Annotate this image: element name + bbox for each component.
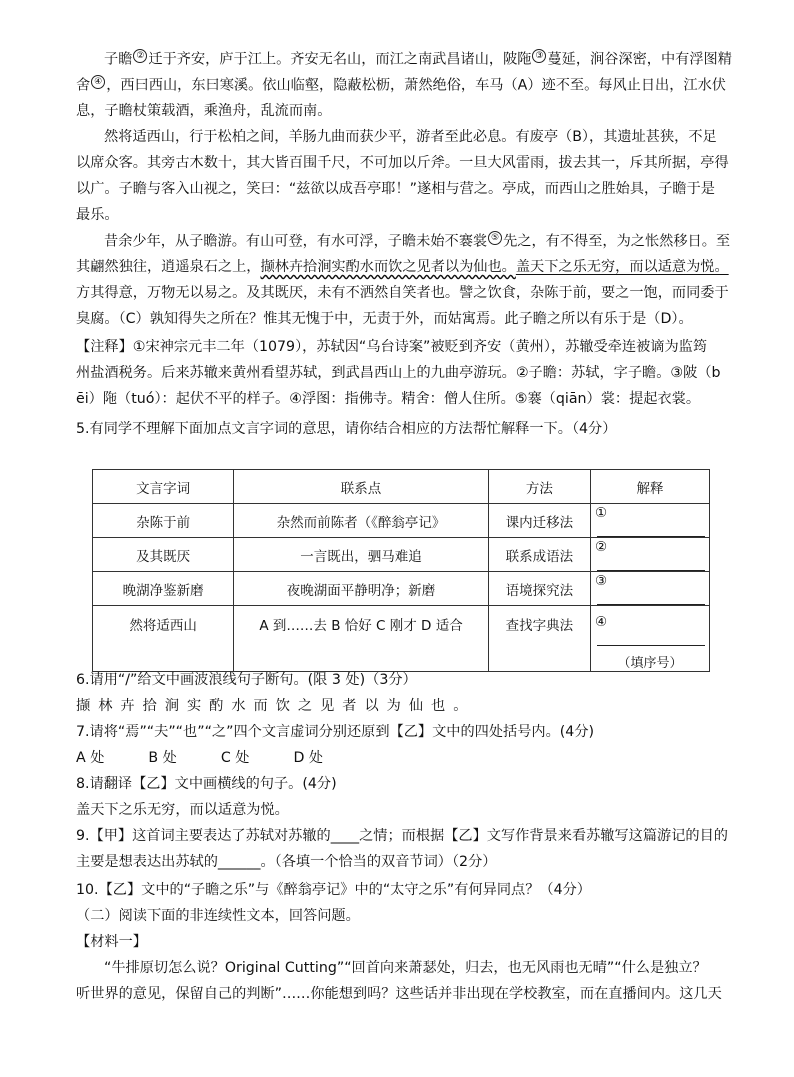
fill-hint: （填序号）	[617, 656, 683, 671]
answer-cell[interactable]: ③	[591, 572, 710, 606]
answer-cell[interactable]: ①	[591, 504, 710, 538]
footnote-marker: ③	[532, 49, 546, 63]
passage-line: 息，子瞻杖策载酒，乘渔舟，乱流而南。	[76, 103, 332, 119]
section-heading: （二）阅读下面的非连续性文本，回答问题。	[76, 908, 360, 924]
link-cell: 杂然而前陈者（《醉翁亭记》	[234, 504, 488, 538]
method-cell: 查找字典法	[488, 606, 590, 672]
passage-line: 昔余少年，从子瞻游。有山可登，有水可浮，子瞻未始不褰裳 ⑤ 先之，有不得至，为之怅然移日。至	[104, 233, 731, 250]
option-c: C 处	[220, 750, 250, 766]
material-line: “牛排原切怎么说？Original Cutting”“回首向来萧瑟处，归去，也无风雨也无晴”“什么是独立？	[104, 960, 707, 976]
passage-line: 臭腐。（C）孰知得失之所在？惟其无愧于中，无责于外，而姑寓焉。此子瞻之所以有乐于是（D）。	[76, 311, 693, 327]
annotation-line: 州盐酒税务。后来苏辙来黄州看望苏轼，到武昌西山上的九曲亭游玩。②子瞻：苏轼，字子瞻。③陂（b	[76, 365, 721, 381]
option-d: D 处	[293, 750, 324, 766]
passage-line: 舍 ④ ，西曰西山，东曰寒溪。依山临壑，隐蔽松枥，萧然绝俗，车马（A）迹不至。每风止日出，江水伏	[76, 77, 726, 94]
wavy-underlined-sentence: 撷林卉拾涧实酌水而饮之见者以为仙也。	[260, 259, 516, 275]
question-9-line: 主要是想表达出苏轼的______。（各填一个恰当的双音节词）（2分）	[76, 854, 497, 870]
link-cell: A 到……去 B 恰好 C 刚才 D 适合	[234, 606, 488, 672]
answer-blank[interactable]	[597, 556, 705, 571]
annotation-line: ēi）陁（tuó）：起伏不平的样子。④浮图：指佛寺。精舍：僧人住所。⑤褰（qiān）裳：提起衣裳。	[76, 391, 701, 407]
link-cell: 一言既出，驷马难追	[234, 538, 488, 572]
method-cell: 语境探究法	[488, 572, 590, 606]
answer-blank[interactable]	[597, 631, 705, 646]
passage-line: 子瞻 ② 迁于齐安，庐于江上。齐安无名山，而江之南武昌诸山，陂陁 ③ 蔓延，涧谷深密，中有浮图精	[104, 51, 732, 68]
passage-line: 以席众客。其旁古木数十，其大皆百围千尺，不可加以斤斧。一旦大风雷雨，拔去其一，斥其所据，亭得	[76, 155, 729, 171]
question-7-options	[76, 748, 720, 768]
question-5-table	[92, 469, 710, 672]
passage-line: 以广。子瞻与客入山视之，笑曰：“兹欲以成吾亭耶！”遂相与营之。亭成，而西山之胜始具，子瞻于是	[76, 181, 715, 197]
question-8-sentence: 盖天下之乐无穷，而以适意为悦。	[76, 802, 289, 818]
word-cell: 然将适西山	[93, 606, 234, 672]
question-10-prompt: 10.【乙】文中的“子瞻之乐”与《醉翁亭记》中的“太守之乐”有何异同点？（4分）	[76, 882, 591, 898]
answer-cell[interactable]: ④ （填序号）	[591, 606, 710, 672]
word-cell: 及其既厌	[93, 538, 234, 572]
question-8-prompt: 8.请翻译【乙】文中画横线的句子。(4分)	[76, 776, 337, 792]
option-b: B 处	[148, 750, 177, 766]
word-cell: 杂陈于前	[93, 504, 234, 538]
material-line: 听世界的意见，保留自己的判断”……你能想到吗？这些话并非出现在学校教室，而在直播间内。这几天	[76, 986, 722, 1002]
question-6-prompt: 6.请用“/”给文中画波浪线句子断句。(限 3 处)（3分）	[76, 672, 417, 688]
passage-line: 然将适西山，行于松柏之间，羊肠九曲而获少平，游者至此必息。有废亭（B），其遗址甚狭，不足	[104, 129, 717, 145]
footnote-marker: ④	[91, 75, 105, 89]
footnote-marker: ②	[133, 49, 147, 63]
question-7-prompt: 7.请将“焉”“夫”“也”“之”四个文言虚词分别还原到【乙】文中的四处括号内。(4分)	[76, 724, 595, 740]
table-row	[93, 538, 710, 572]
word-cell: 晚湖净鉴新磨	[93, 572, 234, 606]
table-header: 方法	[488, 470, 590, 504]
method-cell: 联系成语法	[488, 538, 590, 572]
passage-line: 其翩然独往，逍遥泉石之上，撷林卉拾涧实酌水而饮之见者以为仙也。盖天下之乐无穷，而以适意为悦。	[76, 259, 729, 275]
question-5-prompt: 5.有同学不理解下面加点文言字词的意思，请你结合相应的方法帮忙解释一下。（4分）	[76, 421, 617, 437]
link-cell: 夜晚湖面平静明净；新磨	[234, 572, 488, 606]
table-header: 文言字词	[93, 470, 234, 504]
option-a: A 处	[76, 750, 105, 766]
method-cell: 课内迁移法	[488, 504, 590, 538]
table-row	[93, 504, 710, 538]
answer-blank[interactable]	[597, 522, 705, 537]
underlined-sentence: 盖天下之乐无穷，而以适意为悦。	[515, 259, 729, 275]
answer-blank[interactable]	[597, 590, 705, 605]
answer-cell[interactable]: ②	[591, 538, 710, 572]
annotation-line: 【注释】①宋神宗元丰二年（1079），苏轼因“乌台诗案”被贬到齐安（黄州），苏辙受牵连被谪为监筠	[76, 339, 708, 355]
question-9-line: 9.【甲】这首词主要表达了苏轼对苏辙的____之情；而根据【乙】文写作背景来看苏辙写这篇游记的目的	[76, 828, 728, 844]
material-label: 【材料一】	[76, 934, 147, 950]
question-6-sentence: 撷林卉拾涧实酌水而饮之见者以为仙也。	[76, 698, 476, 714]
table-header: 联系点	[234, 470, 488, 504]
footnote-marker: ⑤	[488, 231, 502, 245]
table-row	[93, 606, 710, 672]
passage-line: 最乐。	[76, 207, 119, 223]
passage-line: 方其得意，万物无以易之。及其既厌，未有不洒然自笑者也。譬之饮食，杂陈于前，要之一饱，而同委于	[76, 285, 729, 301]
table-row	[93, 572, 710, 606]
table-header: 解释	[591, 470, 710, 504]
